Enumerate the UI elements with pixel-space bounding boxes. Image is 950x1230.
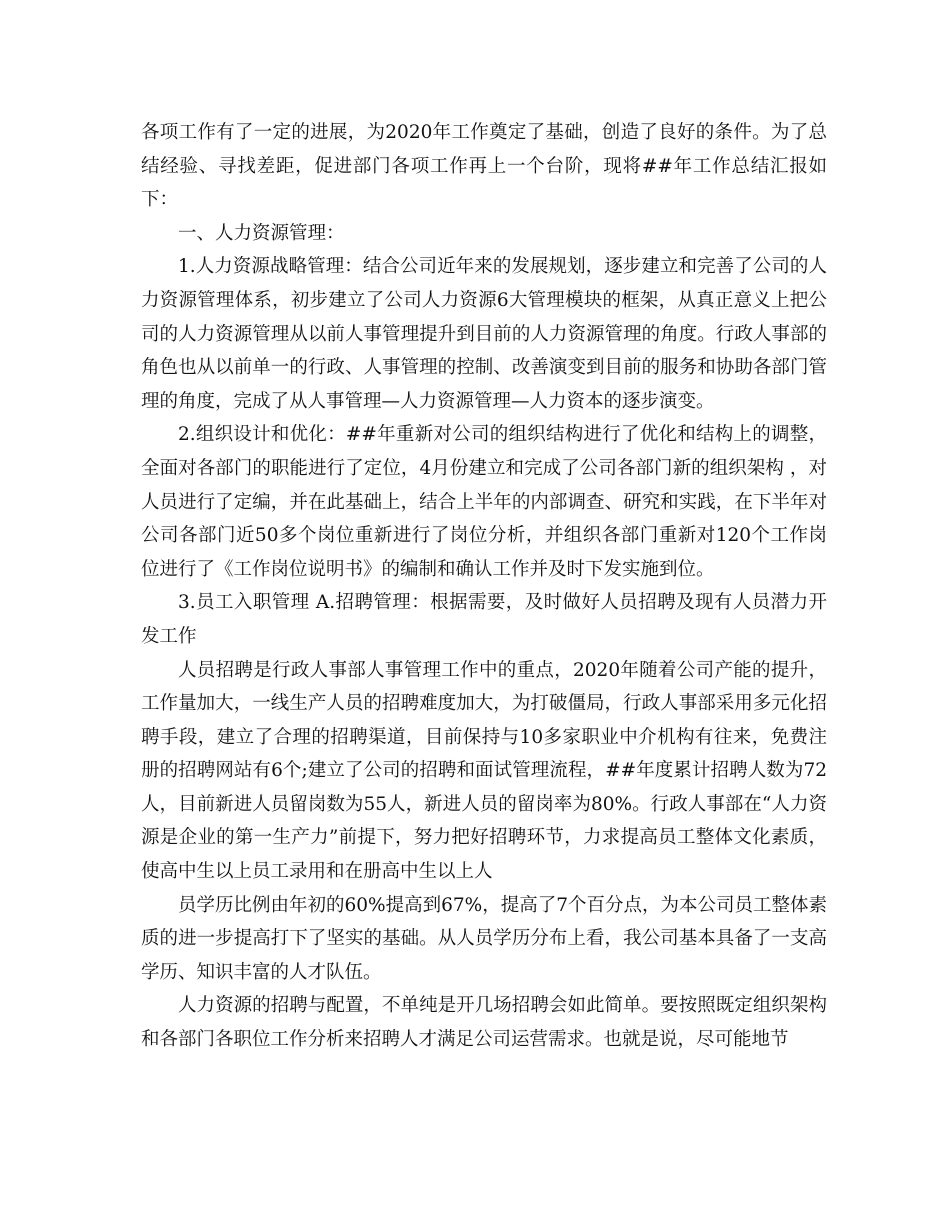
paragraph-org-design: 2.组织设计和优化：##年重新对公司的组织结构进行了优化和结构上的调整，全面对各部门的职能进行了定位，4月份建立和完成了公司各部门新的组织架构 ，对人员进行了定编，并在此基础上，结合上半年的内部调查、研究和实践，在下半年对公司各部门近50多个岗位重新进行了岗位分析，并组织各部门重新对120个工作岗位进行了《工作岗位说明书》的编制和确认工作并及时下发实施到位。 bbox=[141, 424, 827, 580]
section-heading-hr-management: 一、人力资源管理： bbox=[178, 222, 345, 244]
paragraph-recruitment: 人员招聘是行政人事部人事管理工作中的重点，2020年随着公司产能的提升，工作量加大，一线生产人员的招聘难度加大，为打破僵局，行政人事部采用多元化招聘手段，建立了合理的招聘渠道，目前保持与10多家职业中介机构有往来，免费注册的招聘网站有6个;建立了公司的招聘和面试管理流程，##年度累计招聘人数为72人，目前新进人员留岗数为55人，新进人员的留岗率为80%。行政人事部在“人力资源是企业的第一生产力”前提下，努力把好招聘环节，力求提高员工整体文化素质，使高中生以上员工录用和在册高中生以上人 bbox=[141, 659, 827, 883]
paragraph-onboarding: 3.员工入职管理 A.招聘管理：根据需要，及时做好人员招聘及现有人员潜力开发工作 bbox=[141, 592, 827, 647]
paragraph-recruitment-config: 人力资源的招聘与配置，不单纯是开几场招聘会如此简单。要按照既定组织架构和各部门各职位工作分析来招聘人才满足公司运营需求。也就是说，尽可能地节 bbox=[141, 995, 827, 1051]
paragraph-education-ratio: 员学历比例由年初的60%提高到67%，提高了7个百分点，为本公司员工整体素质的进一步提高打下了坚实的基础。从人员学历分布上看，我公司基本具备了一支高学历、知识丰富的人才队伍。 bbox=[141, 894, 828, 983]
document-body bbox=[141, 116, 827, 1057]
paragraph-intro: 各项工作有了一定的进展，为2020年工作奠定了基础，创造了良好的条件。为了总结经验、寻找差距，促进部门各项工作再上一个台阶，现将##年工作总结汇报如下： bbox=[141, 122, 827, 211]
paragraph-hr-strategy: 1.人力资源战略管理：结合公司近年来的发展规划，逐步建立和完善了公司的人力资源管理体系，初步建立了公司人力资源6大管理模块的框架，从真正意义上把公司的人力资源管理从以前人事管理提升到目前的人力资源管理的角度。行政人事部的角色也从以前单一的行政、人事管理的控制、改善演变到目前的服务和协助各部门管理的角度，完成了从人事管理—人力资源管理—人力资本的逐步演变。 bbox=[141, 256, 827, 412]
